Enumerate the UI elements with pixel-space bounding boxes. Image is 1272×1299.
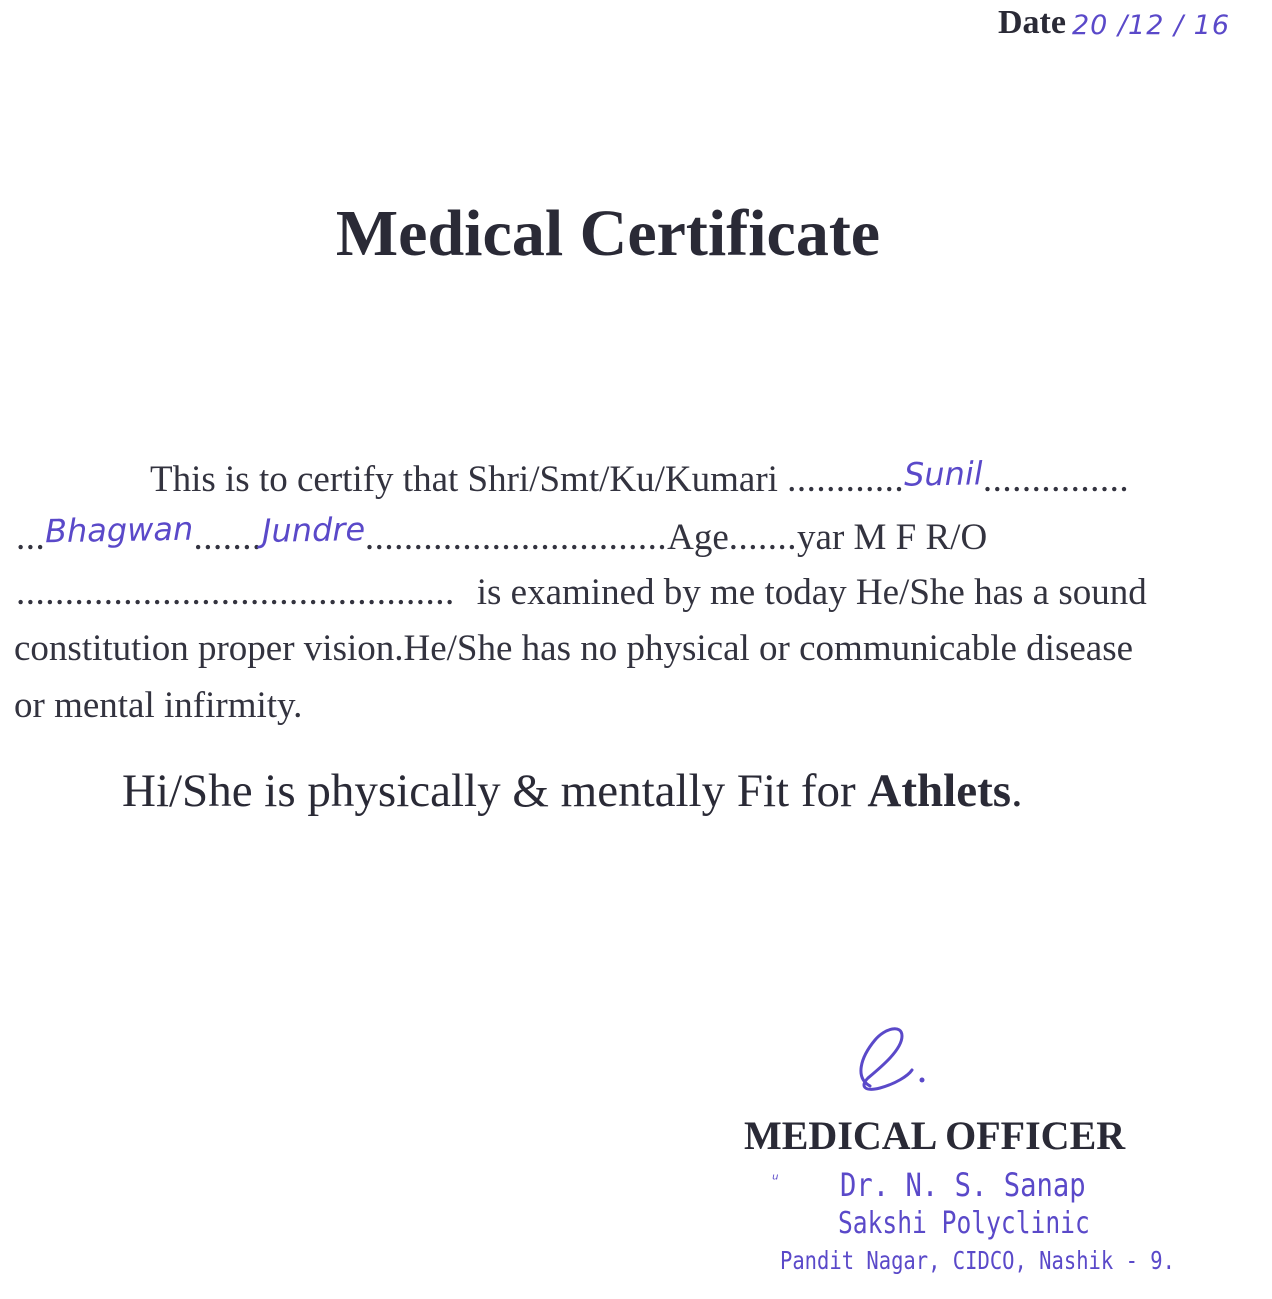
dotted-fill: ............ — [787, 459, 905, 500]
stray-ink-mark: ᵘ — [772, 1170, 779, 1189]
fitness-activity: Athlets — [867, 765, 1012, 817]
certify-line-3 — [16, 571, 1147, 614]
fitness-statement-text: Hi/She is physically & mentally Fit for — [122, 765, 868, 817]
fitness-statement — [122, 764, 1023, 818]
certify-line-4: constitution proper vision.He/She has no physical or communicable disease — [14, 628, 1134, 669]
dotted-fill: ... — [16, 517, 46, 558]
handwritten-surname: Jundre — [261, 510, 366, 550]
dotted-fill: ............................................. — [16, 572, 455, 613]
gender-residence-label: yar M F R/O — [797, 517, 988, 558]
date-value: 20 /12 / 16 — [1072, 10, 1231, 41]
doctor-stamp-name: Dr. N. S. Sanap — [840, 1166, 1086, 1204]
date-label: Date — [998, 4, 1066, 41]
certify-line-1 — [150, 454, 1130, 501]
dotted-fill: ............................... — [364, 517, 668, 558]
dotted-fill: ....... — [728, 517, 798, 558]
signature-mark — [850, 1018, 940, 1098]
fitness-period: . — [1011, 765, 1023, 817]
certify-intro-text: This is to certify that Shri/Smt/Ku/Kumari — [150, 459, 788, 500]
age-label: Age — [667, 517, 729, 558]
dotted-fill: ....... — [193, 517, 262, 558]
medical-officer-title: MEDICAL OFFICER — [744, 1113, 1126, 1158]
dotted-fill: ............... — [982, 459, 1130, 500]
certify-line-5: or mental infirmity. — [14, 685, 303, 726]
doctor-stamp-address: Pandit Nagar, CIDCO, Nashik - 9. — [780, 1246, 1175, 1275]
handwritten-middle-name: Bhagwan — [44, 509, 194, 551]
handwritten-first-name: Sunil — [903, 454, 984, 494]
certificate-title: Medical Certificate — [335, 197, 881, 270]
examined-text: is examined by me today He/She has a sound — [476, 572, 1147, 613]
doctor-stamp-clinic: Sakshi Polyclinic — [838, 1206, 1090, 1241]
certify-line-2 — [16, 509, 988, 559]
